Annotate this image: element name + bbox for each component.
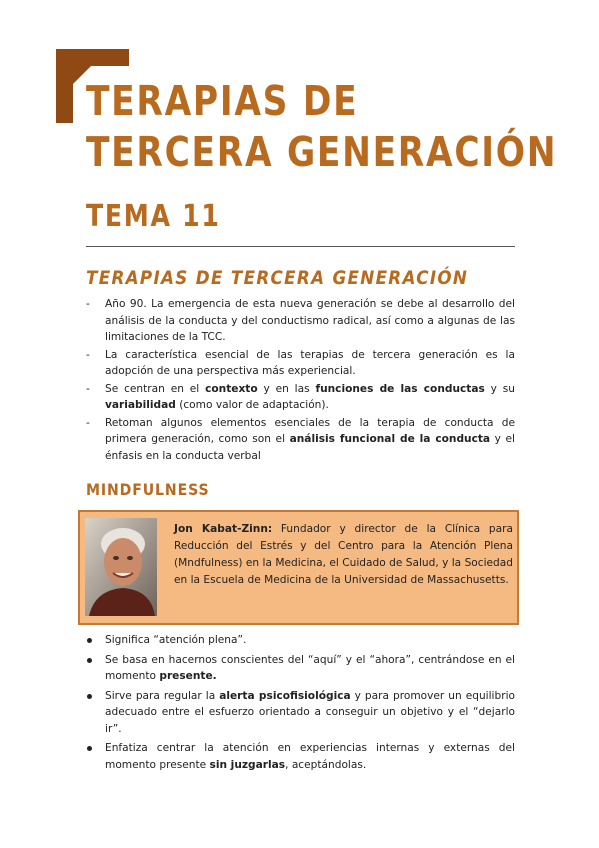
bullet-icon	[87, 638, 92, 643]
list-item: - La característica esencial de las terapias de tercera generación es la adopción de una perspectiva más experiencial.	[86, 348, 515, 377]
bio-description: Fundador y director de la Clínica para Reducción del Estrés y del Centro para la Atención Plena (Mndfulness) en la Medicina, el Cuidado de Salud, y la Sociedad en la Escuela de Medicina de la Universidad de Massachusetts.	[174, 523, 513, 586]
section-heading-mindfulness: MINDFULNESS	[86, 480, 210, 499]
bullet-icon	[87, 658, 92, 663]
list-item: - Se centran en el contexto y en las funciones de las conductas y su variabilidad (como valor de adaptación).	[86, 382, 515, 411]
list-item: Significa “atención plena”.	[86, 632, 515, 649]
title-line-1: TERAPIAS DE	[86, 77, 359, 125]
list-item: Enfatiza centrar la atención en experiencias internas y externas del momento presente sin juzgarlas, aceptándolas.	[86, 740, 515, 773]
page-title	[86, 76, 557, 178]
title-line-2: TERCERA GENERACIÓN	[86, 128, 558, 176]
bio-name: Jon Kabat-Zinn:	[174, 523, 273, 535]
list-item: - Año 90. La emergencia de esta nueva generación se debe al desarrollo del análisis de la conducta y del conductismo radical, así como a algunas de las limitaciones de la TCC.	[86, 298, 515, 343]
list-item: Se basa en hacernos conscientes del “aquí” y el “ahora”, centrándose en el momento presente.	[86, 652, 515, 685]
bullet-icon	[87, 746, 92, 751]
portrait-photo	[85, 518, 157, 616]
bio-text	[174, 521, 513, 589]
portrait-illustration	[85, 518, 157, 616]
list-item: Sirve para regular la alerta psicofisiológica y para promover un equilibrio adecuado entre el esfuerzo orientado a conseguir un objetivo y el “dejarlo ir”.	[86, 688, 515, 738]
terapias-list	[86, 296, 515, 465]
list-item: - Retoman algunos elementos esenciales de la terapia de conducta de primera generación, como son el análisis funcional de la conducta y el énfasis en la conducta verbal	[86, 416, 515, 462]
title-divider	[86, 246, 515, 247]
topic-number: TEMA 11	[86, 199, 221, 234]
bullet-icon	[87, 694, 92, 699]
section-heading-terapias: TERAPIAS DE TERCERA GENERACIÓN	[86, 267, 469, 289]
mindfulness-list	[86, 632, 515, 776]
